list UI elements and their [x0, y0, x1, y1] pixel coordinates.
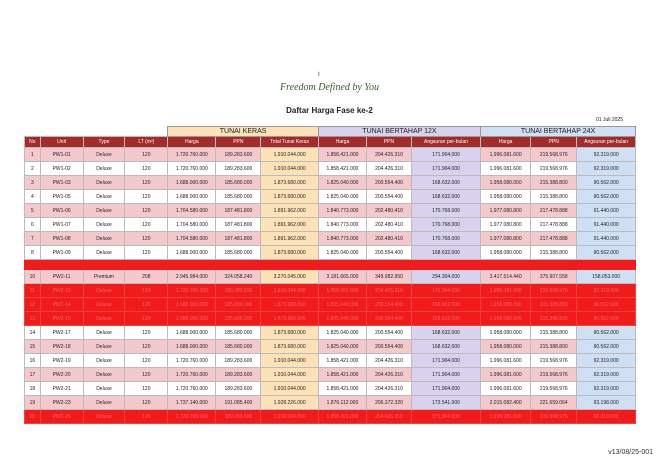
table-cell: 120	[125, 246, 168, 260]
table-cell: 219.568.976	[531, 368, 577, 382]
table-cell: 168.632.000	[411, 176, 480, 190]
column-header-row	[25, 137, 636, 148]
table-cell: 200.554.400	[367, 326, 412, 340]
price-table	[24, 126, 636, 424]
table-cell: 1.977.080.800	[481, 218, 531, 232]
table-cell: 204.426.310	[367, 354, 412, 368]
table-row	[25, 354, 636, 368]
table-cell: 1.996.081.600	[481, 148, 531, 162]
table-cell: 10	[25, 270, 41, 284]
group-bertahap-12x: TUNAI BERTAHAP 12X	[318, 127, 480, 137]
table-cell: 1.720.760.000	[168, 284, 216, 298]
table-cell: 120	[125, 368, 168, 382]
table-cell: 170.768.000	[411, 204, 480, 218]
table-cell: 1.858.421.000	[318, 162, 366, 176]
table-cell: 1.958.080.000	[481, 326, 531, 340]
table-cell: 349.982.950	[367, 270, 412, 284]
table-cell: 215.388.800	[531, 340, 577, 354]
table-cell: 1.873.680.000	[261, 176, 319, 190]
table-cell: 168.632.000	[411, 340, 480, 354]
table-cell: 1.910.044.000	[261, 284, 319, 298]
separator-row	[25, 260, 636, 270]
table-row	[25, 312, 636, 326]
table-cell: 3.181.665.000	[318, 270, 366, 284]
table-cell: 217.478.888	[531, 204, 577, 218]
table-cell: PW1-06	[40, 204, 83, 218]
table-cell: 91.440.000	[577, 232, 636, 246]
table-cell: 200.554.400	[367, 190, 412, 204]
table-cell: 90.562.000	[577, 298, 636, 312]
table-cell: 1.825.040.000	[318, 326, 366, 340]
table-cell: 1.825.040.000	[318, 312, 366, 326]
table-cell: 13	[25, 312, 41, 326]
table-cell: 120	[125, 382, 168, 396]
table-cell: 1.958.080.000	[481, 176, 531, 190]
table-cell: 2.945.984.000	[168, 270, 216, 284]
table-cell: 206.372.320	[367, 396, 412, 410]
brand-logo: ℓ	[318, 72, 320, 78]
group-header-row	[25, 127, 636, 137]
table-cell: 1.688.000.000	[168, 190, 216, 204]
table-cell: 1.910.044.000	[261, 410, 319, 424]
table-cell: 215.388.800	[531, 246, 577, 260]
table-cell: Deluxe	[83, 340, 125, 354]
table-cell: 1.873.680.000	[261, 298, 319, 312]
table-cell: 92.319.000	[577, 382, 636, 396]
table-cell: 1.688.000.000	[168, 326, 216, 340]
table-cell: 1.996.081.600	[481, 284, 531, 298]
table-cell: Deluxe	[83, 218, 125, 232]
table-row	[25, 204, 636, 218]
table-cell: 171.904.000	[411, 354, 480, 368]
table-cell: 208	[125, 270, 168, 284]
column-header: No	[25, 137, 41, 148]
table-cell: 92.319.000	[577, 410, 636, 424]
brand-tagline: Freedom Defined by You	[280, 82, 379, 93]
table-cell: 168.632.000	[411, 298, 480, 312]
table-cell: 92.319.000	[577, 162, 636, 176]
table-cell: Deluxe	[83, 176, 125, 190]
table-cell: PW2-17	[40, 326, 83, 340]
table-row	[25, 148, 636, 162]
table-cell: 1.910.044.000	[261, 382, 319, 396]
table-cell: PW2-18	[40, 340, 83, 354]
table-cell: 187.481.800	[216, 232, 261, 246]
table-cell: 171.904.000	[411, 368, 480, 382]
table-cell: 202.480.410	[367, 204, 412, 218]
table-cell: Deluxe	[83, 232, 125, 246]
table-cell: 1.910.044.000	[261, 368, 319, 382]
table-cell: 294.304.000	[411, 270, 480, 284]
price-table-body	[25, 148, 636, 424]
table-cell: 185.680.000	[216, 176, 261, 190]
table-cell: 1.873.680.000	[261, 326, 319, 340]
table-cell: 187.481.800	[216, 204, 261, 218]
table-cell: 11	[25, 284, 41, 298]
table-cell: 200.554.400	[367, 340, 412, 354]
table-cell: 1.928.226.000	[261, 396, 319, 410]
table-cell: 1.958.080.000	[481, 246, 531, 260]
table-cell: 185.680.000	[216, 312, 261, 326]
table-cell: Premium	[83, 270, 125, 284]
table-cell: 120	[125, 396, 168, 410]
table-row	[25, 270, 636, 284]
table-cell: 3.417.514.440	[481, 270, 531, 284]
table-cell: 1.996.081.600	[481, 354, 531, 368]
separator-cell	[25, 260, 636, 270]
page-title: Daftar Harga Fase ke-2	[286, 106, 373, 115]
table-cell: 185.680.000	[216, 340, 261, 354]
table-cell: 90.562.000	[577, 176, 636, 190]
table-cell: 187.481.800	[216, 218, 261, 232]
table-cell: 204.426.310	[367, 162, 412, 176]
group-bertahap-24x: TUNAI BERTAHAP 24X	[481, 127, 636, 137]
table-cell: Deluxe	[83, 396, 125, 410]
table-cell: 1.910.044.000	[261, 354, 319, 368]
table-row	[25, 340, 636, 354]
table-cell: 92.319.000	[577, 354, 636, 368]
table-cell: 1.858.421.000	[318, 354, 366, 368]
column-header: Type	[83, 137, 125, 148]
table-cell: 200.554.400	[367, 298, 412, 312]
table-cell: Deluxe	[83, 148, 125, 162]
table-cell: PW1-09	[40, 246, 83, 260]
table-cell: PW2-25	[40, 410, 83, 424]
table-row	[25, 368, 636, 382]
table-row	[25, 162, 636, 176]
table-cell: 1.891.962.000	[261, 232, 319, 246]
table-cell: 120	[125, 326, 168, 340]
table-cell: 3	[25, 176, 41, 190]
table-cell: 1.996.081.600	[481, 410, 531, 424]
table-cell: 6	[25, 218, 41, 232]
table-cell: 168.632.000	[411, 326, 480, 340]
table-cell: 170.768.000	[411, 218, 480, 232]
group-tunai-keras: TUNAI KERAS	[168, 127, 319, 137]
table-cell: 120	[125, 312, 168, 326]
table-cell: 90.562.000	[577, 190, 636, 204]
table-cell: 1.910.044.000	[261, 148, 319, 162]
table-cell: 171.904.000	[411, 162, 480, 176]
table-cell: 171.904.000	[411, 410, 480, 424]
table-cell: Deluxe	[83, 312, 125, 326]
table-cell: 1.858.421.000	[318, 284, 366, 298]
table-cell: Deluxe	[83, 368, 125, 382]
table-cell: 185.680.000	[216, 246, 261, 260]
table-cell: PW1-02	[40, 162, 83, 176]
table-cell: 1.958.080.000	[481, 190, 531, 204]
table-cell: 1.977.080.800	[481, 204, 531, 218]
table-cell: 219.568.976	[531, 284, 577, 298]
table-cell: 15	[25, 340, 41, 354]
table-cell: 1.910.044.000	[261, 162, 319, 176]
table-cell: 375.907.558	[531, 270, 577, 284]
table-cell: 189.283.600	[216, 354, 261, 368]
table-cell: 1.873.680.000	[261, 190, 319, 204]
table-cell: 219.568.976	[531, 382, 577, 396]
table-cell: 7	[25, 232, 41, 246]
table-cell: 5	[25, 204, 41, 218]
table-cell: 204.426.310	[367, 368, 412, 382]
table-cell: 215.388.800	[531, 190, 577, 204]
table-cell: 1.720.760.000	[168, 410, 216, 424]
table-cell: 1.858.421.000	[318, 410, 366, 424]
table-cell: 1.737.140.000	[168, 396, 216, 410]
table-cell: 20	[25, 410, 41, 424]
table-cell: 1.858.421.000	[318, 148, 366, 162]
table-cell: PW1-05	[40, 190, 83, 204]
table-cell: 12	[25, 298, 41, 312]
table-row	[25, 298, 636, 312]
table-row	[25, 176, 636, 190]
table-cell: 1.840.773.000	[318, 204, 366, 218]
table-cell: 1.720.760.000	[168, 382, 216, 396]
table-cell: 189.283.600	[216, 410, 261, 424]
table-cell: 1.873.680.000	[261, 340, 319, 354]
table-cell: 1.825.040.000	[318, 190, 366, 204]
table-cell: 120	[125, 354, 168, 368]
table-cell: 1.688.000.000	[168, 312, 216, 326]
table-cell: PW1-07	[40, 218, 83, 232]
table-cell: 1.876.112.000	[318, 396, 366, 410]
table-cell: 120	[125, 176, 168, 190]
table-cell: 1.891.962.000	[261, 218, 319, 232]
table-cell: 168.632.000	[411, 190, 480, 204]
table-cell: 189.283.600	[216, 284, 261, 298]
column-header: Harga	[318, 137, 366, 148]
table-cell: 16	[25, 354, 41, 368]
table-cell: 1.825.040.000	[318, 340, 366, 354]
table-cell: 1.825.040.000	[318, 176, 366, 190]
column-header: PPN	[531, 137, 577, 148]
table-cell: 1.704.580.000	[168, 218, 216, 232]
table-cell: 19	[25, 396, 41, 410]
table-cell: 171.904.000	[411, 148, 480, 162]
table-cell: 18	[25, 382, 41, 396]
table-cell: 185.680.000	[216, 326, 261, 340]
table-cell: Deluxe	[83, 246, 125, 260]
table-cell: 1.825.040.000	[318, 298, 366, 312]
table-cell: 120	[125, 232, 168, 246]
table-cell: 1.858.421.000	[318, 382, 366, 396]
group-spacer	[25, 127, 168, 137]
table-cell: 200.554.400	[367, 312, 412, 326]
table-cell: 1.958.080.000	[481, 312, 531, 326]
table-cell: 219.568.976	[531, 148, 577, 162]
table-row	[25, 410, 636, 424]
table-cell: PW2-19	[40, 354, 83, 368]
table-row	[25, 396, 636, 410]
table-cell: 189.283.600	[216, 162, 261, 176]
table-cell: Deluxe	[83, 204, 125, 218]
column-header: Angsuran per-bulan	[577, 137, 636, 148]
table-cell: 173.541.000	[411, 396, 480, 410]
table-cell: 120	[125, 298, 168, 312]
table-cell: Deluxe	[83, 190, 125, 204]
column-header: LT (m²)	[125, 137, 168, 148]
table-cell: Deluxe	[83, 354, 125, 368]
table-cell: 90.562.000	[577, 246, 636, 260]
table-cell: PW1-03	[40, 176, 83, 190]
table-cell: 200.554.400	[367, 176, 412, 190]
table-row	[25, 190, 636, 204]
table-cell: 219.568.976	[531, 410, 577, 424]
table-cell: 204.426.310	[367, 410, 412, 424]
table-cell: 91.440.000	[577, 204, 636, 218]
table-cell: 324.058.240	[216, 270, 261, 284]
table-cell: 92.319.000	[577, 368, 636, 382]
table-cell: 120	[125, 340, 168, 354]
table-cell: 200.554.400	[367, 246, 412, 260]
column-header: Unit	[40, 137, 83, 148]
table-cell: 3.270.045.000	[261, 270, 319, 284]
table-row	[25, 246, 636, 260]
table-cell: 219.568.976	[531, 354, 577, 368]
table-cell: 120	[125, 284, 168, 298]
table-cell: 1.720.760.000	[168, 368, 216, 382]
table-cell: PW1-08	[40, 232, 83, 246]
table-cell: 120	[125, 204, 168, 218]
table-cell: PW2-15	[40, 312, 83, 326]
table-cell: 14	[25, 326, 41, 340]
column-header: Angsuran per-bulan	[411, 137, 480, 148]
table-cell: 1.996.081.600	[481, 368, 531, 382]
table-cell: 92.319.000	[577, 148, 636, 162]
table-cell: 189.283.600	[216, 148, 261, 162]
table-cell: 120	[125, 162, 168, 176]
table-cell: 215.388.800	[531, 326, 577, 340]
table-cell: 91.440.000	[577, 218, 636, 232]
table-cell: 202.480.410	[367, 232, 412, 246]
table-cell: 120	[125, 218, 168, 232]
table-cell: 1.688.000.000	[168, 298, 216, 312]
table-cell: 171.904.000	[411, 382, 480, 396]
table-cell: 1.720.760.000	[168, 354, 216, 368]
table-cell: 1.977.080.800	[481, 232, 531, 246]
table-cell: 1	[25, 148, 41, 162]
table-cell: 1.720.760.000	[168, 162, 216, 176]
table-cell: PW2-11	[40, 270, 83, 284]
table-cell: PW2-14	[40, 298, 83, 312]
table-cell: 1.840.773.000	[318, 232, 366, 246]
table-cell: 1.958.080.000	[481, 340, 531, 354]
table-cell: 217.478.888	[531, 218, 577, 232]
table-cell: 1.704.580.000	[168, 232, 216, 246]
table-cell: PW1-01	[40, 148, 83, 162]
table-cell: PW2-23	[40, 396, 83, 410]
table-cell: 1.873.680.000	[261, 246, 319, 260]
table-cell: 92.319.000	[577, 284, 636, 298]
table-cell: 170.768.000	[411, 232, 480, 246]
table-cell: 1.825.040.000	[318, 246, 366, 260]
table-cell: Deluxe	[83, 382, 125, 396]
table-cell: 1.688.000.000	[168, 340, 216, 354]
table-cell: 215.388.800	[531, 298, 577, 312]
table-cell: 185.680.000	[216, 298, 261, 312]
table-cell: 17	[25, 368, 41, 382]
table-cell: Deluxe	[83, 326, 125, 340]
table-cell: 2	[25, 162, 41, 176]
price-list-date: 01 Juli 2025	[596, 117, 623, 123]
table-cell: 8	[25, 246, 41, 260]
table-cell: 1.873.680.000	[261, 312, 319, 326]
table-cell: 191.085.400	[216, 396, 261, 410]
table-cell: 90.562.000	[577, 326, 636, 340]
table-cell: 204.426.310	[367, 382, 412, 396]
table-row	[25, 326, 636, 340]
table-cell: 1.958.080.000	[481, 298, 531, 312]
table-cell: Deluxe	[83, 162, 125, 176]
table-cell: 2.015.082.400	[481, 396, 531, 410]
table-cell: PW2-21	[40, 382, 83, 396]
table-cell: 1.688.000.000	[168, 246, 216, 260]
column-header: Total Tunai Keras	[261, 137, 319, 148]
table-cell: 168.632.000	[411, 312, 480, 326]
table-row	[25, 232, 636, 246]
table-cell: 215.388.800	[531, 176, 577, 190]
table-cell: 1.996.081.600	[481, 162, 531, 176]
table-cell: 185.680.000	[216, 190, 261, 204]
table-cell: 1.720.760.000	[168, 148, 216, 162]
table-cell: 1.840.773.000	[318, 218, 366, 232]
table-cell: 189.283.600	[216, 368, 261, 382]
column-header: Harga	[168, 137, 216, 148]
table-cell: 204.426.310	[367, 284, 412, 298]
table-cell: 189.283.600	[216, 382, 261, 396]
table-cell: 1.688.000.000	[168, 176, 216, 190]
table-cell: PW2-20	[40, 368, 83, 382]
table-cell: Deluxe	[83, 410, 125, 424]
table-cell: 1.704.580.000	[168, 204, 216, 218]
table-cell: 120	[125, 148, 168, 162]
table-cell: 90.562.000	[577, 312, 636, 326]
table-cell: 90.562.000	[577, 340, 636, 354]
table-cell: 219.568.976	[531, 162, 577, 176]
table-cell: 120	[125, 410, 168, 424]
table-cell: 215.388.800	[531, 312, 577, 326]
table-cell: 1.891.962.000	[261, 204, 319, 218]
table-cell: 204.426.310	[367, 148, 412, 162]
column-header: PPN	[367, 137, 412, 148]
column-header: Harga	[481, 137, 531, 148]
table-cell: 217.478.888	[531, 232, 577, 246]
table-cell: 120	[125, 190, 168, 204]
table-cell: Deluxe	[83, 284, 125, 298]
table-cell: 1.996.081.600	[481, 382, 531, 396]
table-cell: 168.632.000	[411, 246, 480, 260]
table-cell: 202.480.410	[367, 218, 412, 232]
table-cell: 1.858.421.000	[318, 368, 366, 382]
table-cell: 4	[25, 190, 41, 204]
column-header: PPN	[216, 137, 261, 148]
table-row	[25, 382, 636, 396]
table-cell: PW2-12	[40, 284, 83, 298]
table-row	[25, 284, 636, 298]
table-row	[25, 218, 636, 232]
table-cell: 171.904.000	[411, 284, 480, 298]
table-cell: 93.198.000	[577, 396, 636, 410]
table-cell: 221.659.064	[531, 396, 577, 410]
version-label: v13/08/25-001	[608, 449, 653, 456]
table-cell: 158.053.000	[577, 270, 636, 284]
table-cell: Deluxe	[83, 298, 125, 312]
